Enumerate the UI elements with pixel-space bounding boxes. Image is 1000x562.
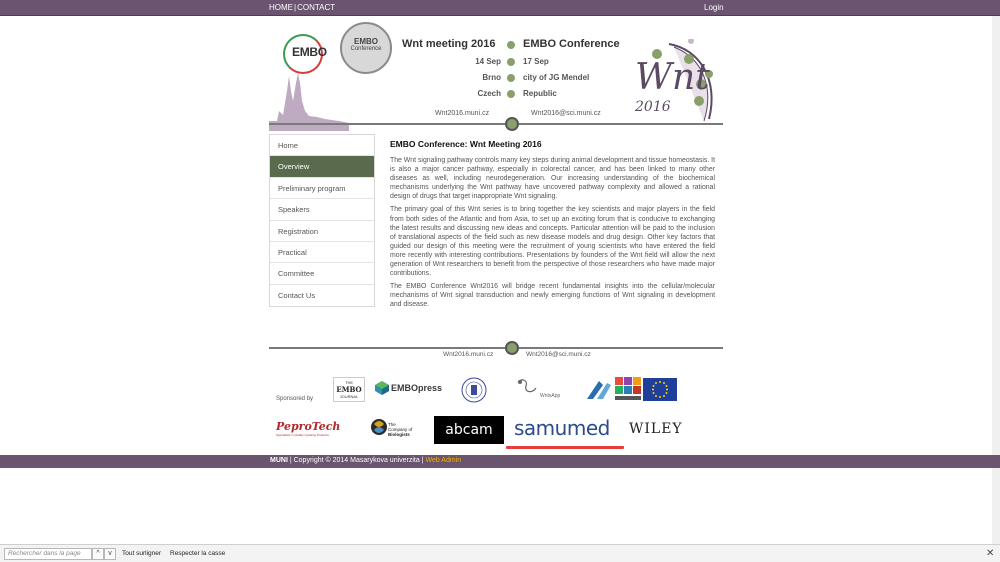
sponsor-embo-journal-l1: THE	[345, 380, 353, 385]
sponsor-muni-seal-logo[interactable]	[461, 377, 487, 405]
header-title-left: Wnt meeting 2016	[402, 38, 496, 50]
embopress-text: EMBOpress	[390, 383, 442, 393]
header-divider	[269, 123, 723, 125]
sponsor-abcam-logo[interactable]	[434, 416, 504, 444]
sponsor-peprotech-logo[interactable]	[276, 420, 340, 437]
wnt2016-logo	[629, 39, 719, 123]
sponsored-by-label: Sponsored by	[276, 396, 314, 402]
footer-copyright	[270, 457, 461, 464]
sponsor-eu-flag-logo[interactable]	[643, 378, 677, 403]
embo-conference-badge-l2: Conference	[350, 46, 382, 52]
sponsor-fp7-logo[interactable]	[583, 377, 613, 405]
sidebar-item-preliminary-program[interactable]: Preliminary program	[270, 178, 374, 199]
header-country-l: Czech	[477, 89, 501, 98]
page-header	[269, 16, 723, 132]
main-content	[390, 139, 715, 314]
copyright-text: | Copyright © 2014 Masarykova univerzita |	[289, 457, 424, 464]
footer-divider-dot-icon	[505, 341, 519, 355]
wnt-logo-year: 2016	[635, 99, 671, 115]
top-nav-home-link[interactable]: HOME	[269, 3, 293, 12]
fp7-logo-icon	[583, 377, 613, 403]
header-email-link[interactable]: Wnt2016@sci.muni.cz	[531, 110, 601, 117]
header-dot-icon	[507, 90, 515, 98]
sponsor-embo-journal-l3: JOURNAL	[339, 394, 359, 399]
header-dot-icon	[507, 58, 515, 66]
login-link[interactable]: Login	[704, 3, 724, 12]
sponsor-wiley-logo[interactable]	[629, 421, 683, 437]
content-paragraph-1: The Wnt signaling pathway controls many key steps during animal development and tissue homeostasis. It is also a major cancer pathway, especially in colorectal cancer, and has been linked to many other diseases as well, including neurodegeneration. Our increasing understanding of the biochemical mechanisms underlying the Wnt pathway have uncovered pathway complexity and allowed a rational design of drugs that target inappropriate Wnt signaling.	[390, 157, 715, 201]
peprotech-text: PeproTech	[276, 420, 341, 433]
samumed-text: samumed	[514, 416, 610, 440]
company-of-biologists-icon	[370, 416, 388, 438]
top-nav-bar	[0, 0, 1000, 16]
sponsor-company-of-biologists-logo[interactable]	[370, 416, 413, 440]
header-website-link[interactable]: Wnt2016.muni.cz	[435, 110, 490, 117]
header-divider-dot-icon	[505, 117, 519, 131]
footer-website-link[interactable]: Wnt2016.muni.cz	[443, 351, 494, 358]
match-case-option[interactable]: Respecter la casse	[170, 550, 226, 557]
footer-copyright-bar	[0, 455, 1000, 468]
find-close-icon[interactable]: ✕	[986, 548, 995, 559]
sidebar-nav	[269, 134, 375, 307]
browser-find-bar	[0, 544, 1000, 562]
web-admin-link[interactable]: Web Admin	[425, 457, 462, 464]
find-in-page-input[interactable]: Rechercher dans la page	[4, 548, 92, 560]
peprotech-subtext: Specialists in Quality Cytokine Products	[276, 433, 329, 437]
header-city-desc: city of JG Mendel	[523, 73, 590, 82]
samumed-underline	[506, 446, 624, 449]
top-nav-separator: |	[294, 3, 297, 12]
content-paragraph-2: The primary goal of this Wnt series is to bring together the key scientists and major players in the field from both sides of the Atlantic and from Asia, to set up an exciting forum that is conducive to exchanging the latest results and discussing new ideas and concepts. Particular attention will be paid to the inclusion of translational aspects of the field such as new disease models and drug design. Other key factors that guided our design of this meeting were the recruitment of young scientists who have entered the field more recently with interesting contributions. Presentations by founders of the Wnt field will allow the next generation of Wnt researchers to benefit from the perspective of those researchers who have made major contributions.	[390, 206, 715, 278]
sponsor-embo-journal-logo[interactable]	[333, 377, 365, 402]
muni-small-logo: MUNI	[270, 457, 288, 464]
header-date-start: 14 Sep	[475, 57, 501, 66]
top-nav-links	[269, 3, 335, 12]
eu-flag-icon	[643, 378, 677, 401]
company-of-biologists-l2: Company of	[388, 427, 413, 432]
sidebar-item-speakers[interactable]: Speakers	[270, 199, 374, 220]
top-nav-contact-link[interactable]: CONTACT	[297, 3, 336, 12]
sidebar-item-home[interactable]: Home	[270, 135, 374, 156]
wntsapp-text: WntsApp	[540, 393, 561, 399]
company-of-biologists-l3: Biologists	[388, 432, 410, 437]
find-next-button[interactable]: v	[104, 548, 116, 560]
muni-seal-icon	[461, 377, 487, 403]
sidebar-item-overview[interactable]: Overview	[270, 156, 374, 177]
header-country-r: Republic	[523, 89, 557, 98]
embo-logo-text: EMBO	[292, 45, 327, 59]
sponsor-samumed-logo[interactable]	[514, 416, 610, 440]
sidebar-item-contact-us[interactable]: Contact Us	[270, 285, 374, 306]
highlight-all-option[interactable]: Tout surligner	[122, 550, 162, 557]
marie-curie-icon	[615, 377, 641, 403]
find-previous-button[interactable]: ^	[92, 548, 104, 560]
embo-conference-badge	[340, 22, 392, 74]
abcam-text: abcam	[445, 422, 493, 438]
header-dot-icon	[507, 74, 515, 82]
sponsor-embo-journal-l2: EMBO	[336, 385, 362, 394]
embopress-cube-icon	[375, 381, 389, 395]
embo-conference-badge-l1: EMBO	[354, 37, 378, 46]
sidebar-item-practical[interactable]: Practical	[270, 242, 374, 263]
footer-email-link[interactable]: Wnt2016@sci.muni.cz	[526, 351, 591, 358]
embo-logo[interactable]	[283, 34, 327, 74]
sidebar-item-committee[interactable]: Committee	[270, 263, 374, 284]
sponsor-marie-curie-logo[interactable]	[615, 377, 641, 403]
header-title-right: EMBO Conference	[523, 38, 620, 50]
wiley-text: WILEY	[629, 421, 683, 437]
sponsor-embopress-logo[interactable]	[375, 381, 442, 395]
wnt-logo-text: Wnt	[635, 57, 710, 98]
content-paragraph-3: The EMBO Conference Wnt2016 will bridge recent fundamental insights into the cellular/molecular mechanisms of Wnt signal transduction and newly emerging functions of Wnt signaling in development and disease.	[390, 283, 715, 309]
header-date-end: 17 Sep	[523, 57, 549, 66]
header-city: Brno	[482, 73, 501, 82]
page-title: EMBO Conference: Wnt Meeting 2016	[390, 139, 542, 149]
sponsor-wntsapp-logo[interactable]	[514, 376, 564, 402]
sidebar-item-registration[interactable]: Registration	[270, 221, 374, 242]
header-dot-icon	[507, 41, 515, 49]
company-of-biologists-l1: The	[388, 422, 396, 427]
footer-divider	[269, 347, 723, 349]
